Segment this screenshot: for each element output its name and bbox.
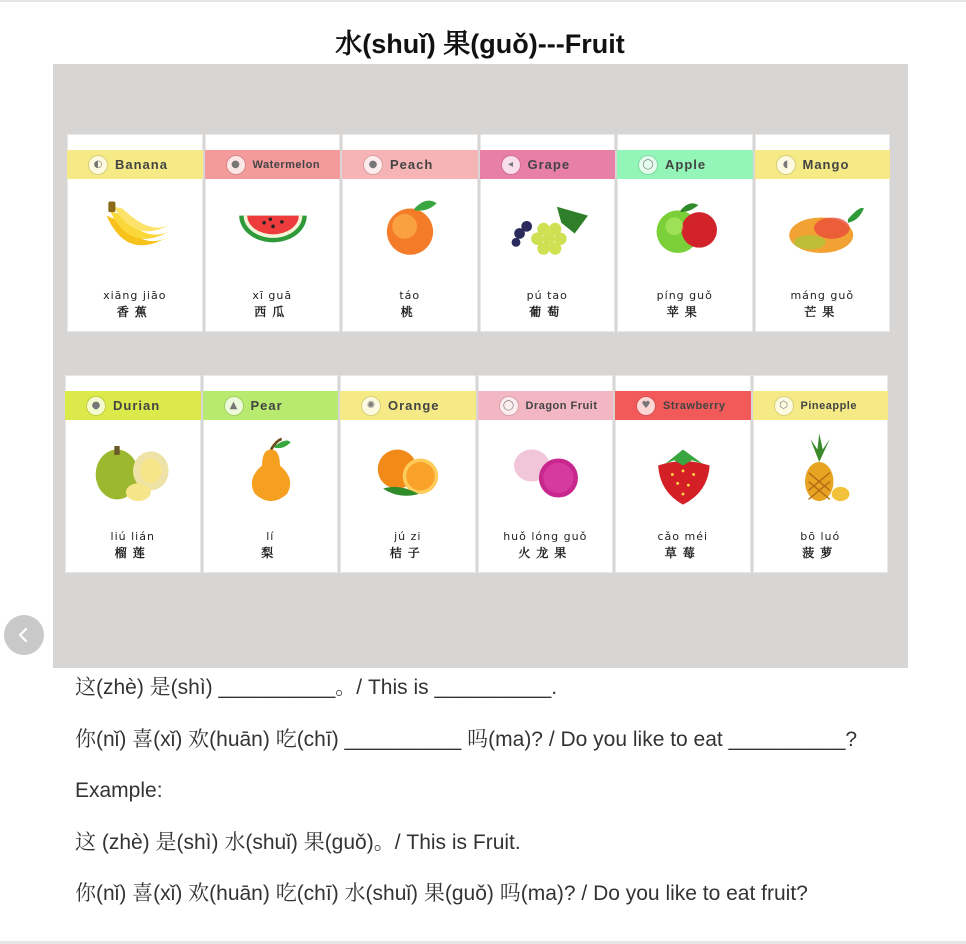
- card-fruit-name: Strawberry: [663, 399, 726, 412]
- pineapple-icon: ⬡: [775, 397, 793, 415]
- card-hanzi: 草莓: [664, 546, 701, 560]
- strawberry-icon: ♥: [637, 397, 655, 415]
- pear-icon: ▲: [225, 397, 243, 415]
- page-title: 水(shuǐ) 果(guǒ)---Fruit: [335, 29, 625, 59]
- card-fruit-name: Mango: [802, 157, 850, 172]
- durian-icon: ●: [87, 397, 105, 415]
- card-pinyin: jú zi: [394, 530, 422, 543]
- card-hanzi: 芒果: [804, 305, 841, 319]
- card-hanzi: 桃: [400, 305, 419, 319]
- fruit-card[interactable]: [67, 134, 203, 332]
- card-pinyin: cǎo méi: [657, 530, 709, 543]
- card-fruit-name: Pineapple: [800, 399, 857, 412]
- card-pinyin: táo: [399, 289, 421, 302]
- card-band: [205, 150, 341, 179]
- watermelon-icon: ●: [227, 156, 245, 174]
- fruit-card[interactable]: [340, 375, 476, 573]
- card-fruit-name: Durian: [113, 398, 161, 413]
- dragon-fruit-icon: ◯: [500, 397, 518, 415]
- card-fruit-name: Pear: [250, 398, 283, 413]
- card-hanzi: 榴莲: [114, 546, 151, 560]
- sentence-pattern-2: 你(nǐ) 喜(xǐ) 欢(huān) 吃(chī) __________ 吗(ma)? / Do you like to eat __________?: [75, 727, 858, 751]
- example-label: Example:: [75, 779, 163, 802]
- banana-illustration: [85, 189, 185, 269]
- card-hanzi: 香蕉: [116, 305, 153, 319]
- mango-illustration: [773, 189, 873, 269]
- card-fruit-name: Banana: [115, 157, 168, 172]
- card-fruit-name: Peach: [390, 157, 434, 172]
- sentence-block: [75, 673, 935, 931]
- card-hanzi: 葡萄: [529, 305, 566, 319]
- fruit-card[interactable]: [755, 134, 891, 332]
- orange-icon: ✺: [362, 397, 380, 415]
- card-band: [67, 150, 203, 179]
- card-pinyin: máng guǒ: [790, 289, 855, 302]
- orange-illustration: [358, 430, 458, 510]
- card-hanzi: 苹果: [666, 305, 703, 319]
- apple-illustration: [635, 189, 735, 269]
- card-fruit-name: Apple: [665, 157, 707, 172]
- fruit-carousel[interactable]: [53, 64, 908, 668]
- card-band: [615, 391, 751, 420]
- peach-icon: ●: [364, 156, 382, 174]
- card-fruit-name: Watermelon: [252, 158, 321, 171]
- card-hanzi: 火龙果: [518, 546, 573, 560]
- card-pinyin: xī guā: [252, 289, 293, 302]
- example-sentence-2: 你(nǐ) 喜(xǐ) 欢(huān) 吃(chī) 水(shuǐ) 果(guǒ) 吗(ma)? / Do you like to eat fruit?: [75, 882, 808, 905]
- fruit-card[interactable]: [617, 134, 753, 332]
- card-hanzi: 梨: [261, 546, 280, 560]
- fruit-card[interactable]: [342, 134, 478, 332]
- card-band: [203, 391, 339, 420]
- peach-illustration: [360, 189, 460, 269]
- card-band: [65, 391, 201, 420]
- card-hanzi: 桔子: [389, 546, 426, 560]
- card-pinyin: liú lián: [110, 530, 155, 543]
- card-hanzi: 菠萝: [802, 546, 839, 560]
- sentence-pattern-1: 这(zhè) 是(shì) __________。/ This is __________.: [75, 676, 558, 699]
- card-band: [480, 150, 616, 179]
- example-sentence-1: 这 (zhè) 是(shì) 水(shuǐ) 果(guǒ)。/ This is Fruit.: [75, 830, 521, 854]
- durian-illustration: [83, 430, 183, 510]
- card-band: [617, 150, 753, 179]
- card-pinyin: bō luó: [800, 530, 841, 543]
- card-fruit-name: Dragon Fruit: [525, 399, 598, 412]
- pineapple-illustration: [771, 430, 871, 510]
- card-pinyin: pú tao: [526, 289, 568, 302]
- cards-row-2: [65, 375, 888, 575]
- fruit-card[interactable]: [753, 375, 889, 573]
- dragon-fruit-illustration: [496, 430, 596, 510]
- fruit-card[interactable]: [205, 134, 341, 332]
- banana-icon: ◐: [89, 156, 107, 174]
- apple-icon: ◯: [639, 156, 657, 174]
- grape-illustration: [498, 189, 598, 269]
- card-pinyin: xiāng jiāo: [103, 289, 167, 302]
- card-pinyin: píng guǒ: [656, 289, 713, 302]
- card-fruit-name: Orange: [388, 398, 440, 413]
- card-band: [340, 391, 476, 420]
- card-band: [753, 391, 889, 420]
- card-pinyin: huǒ lóng guǒ: [503, 530, 588, 543]
- card-fruit-name: Grape: [527, 157, 571, 172]
- card-band: [755, 150, 891, 179]
- watermelon-illustration: [223, 189, 323, 269]
- chevron-left-icon: [16, 627, 32, 643]
- fruit-card[interactable]: [65, 375, 201, 573]
- top-divider: [0, 0, 966, 2]
- card-hanzi: 西瓜: [254, 305, 291, 319]
- grape-icon: ◂: [502, 156, 520, 174]
- carousel-prev-button[interactable]: [4, 615, 44, 655]
- fruit-card[interactable]: [203, 375, 339, 573]
- card-band: [342, 150, 478, 179]
- fruit-card[interactable]: [480, 134, 616, 332]
- card-band: [478, 391, 614, 420]
- fruit-card[interactable]: [615, 375, 751, 573]
- mango-icon: ◖: [777, 156, 795, 174]
- card-pinyin: lí: [266, 530, 275, 543]
- cards-row-1: [67, 134, 890, 334]
- pear-illustration: [221, 430, 321, 510]
- fruit-card[interactable]: [478, 375, 614, 573]
- strawberry-illustration: [633, 430, 733, 510]
